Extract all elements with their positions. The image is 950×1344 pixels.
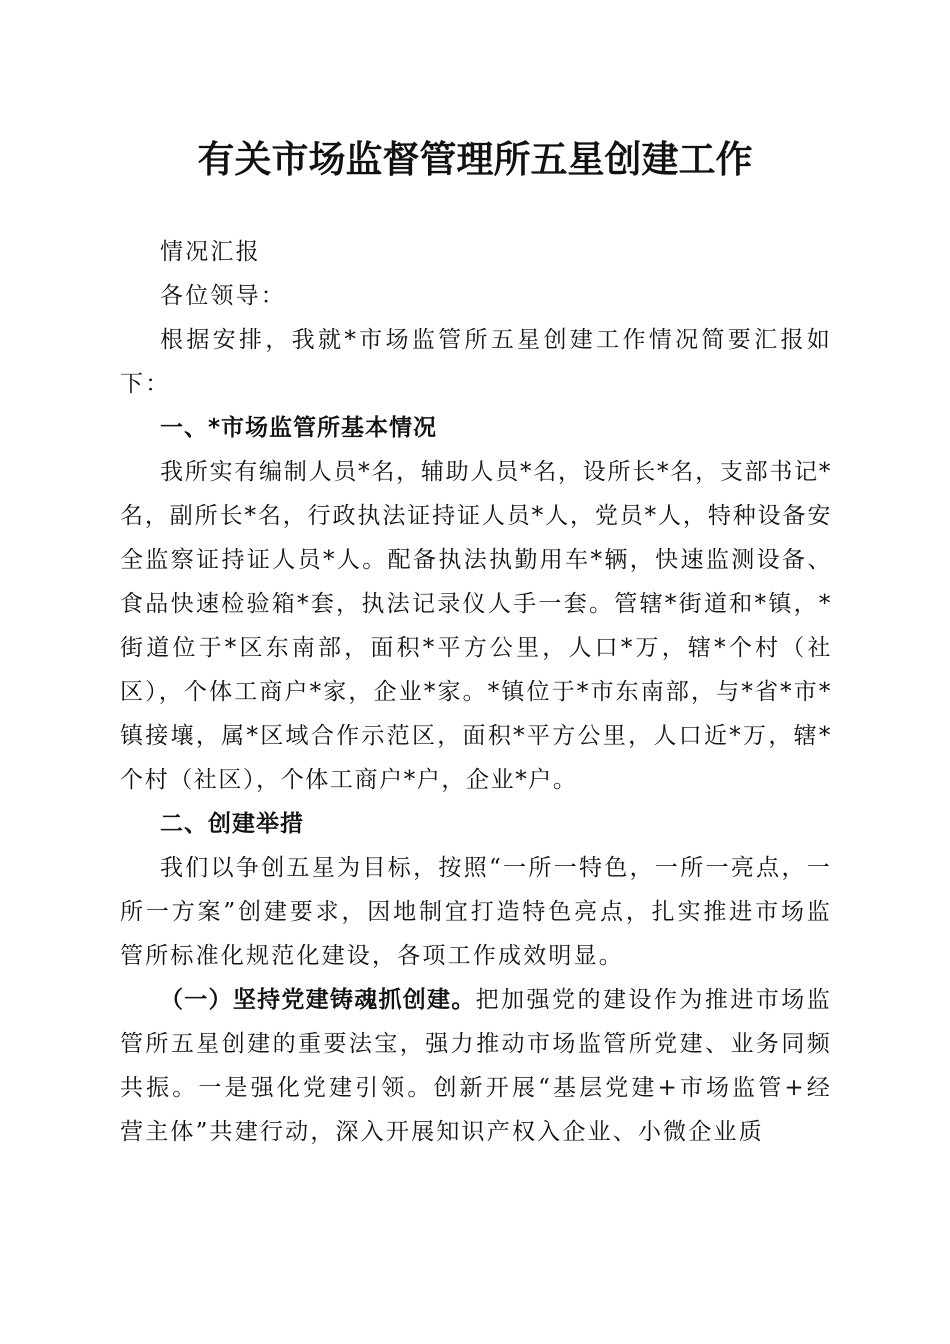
subtitle-line: 情况汇报	[160, 239, 261, 265]
section1-heading: 一、*市场监管所基本情况	[160, 415, 438, 441]
document-body	[120, 230, 832, 1154]
section2-paragraph: 我们以争创五星为目标，按照“一所一特色，一所一亮点，一所一方案”创建要求，因地制宜打造特色亮点，扎实推进市场监管所标准化规范化建设，各项工作成效明显。	[120, 855, 832, 969]
intro-paragraph: 根据安排，我就*市场监管所五星创建工作情况简要汇报如下：	[120, 327, 832, 397]
section2-sub1-text: 把加强党的建设作为推进市场监管所五星创建的重要法宝，强力推动市场监管所党建、业务同频共振。一是强化党建引领。创新开展“基层党建+市场监管+经营主体”共建行动，深入开展知识产权入企业、小微企业质	[120, 987, 832, 1145]
section2-heading: 二、创建举措	[160, 811, 304, 837]
section1-paragraph: 我所实有编制人员*名，辅助人员*名，设所长*名，支部书记*名，副所长*名，行政执法证持证人员*人，党员*人，特种设备安全监察证持证人员*人。配备执法执勤用车*辆，快速监测设备、食品快速检验箱*套，执法记录仪人手一套。管辖*街道和*镇，*街道位于*区东南部，面积*平方公里，人口*万，辖*个村（社区），个体工商户*家，企业*家。*镇位于*市东南部，与*省*市*镇接壤，属*区域合作示范区，面积*平方公里，人口近*万，辖*个村（社区），个体工商户*户，企业*户。	[120, 459, 832, 793]
section2-sub1-paragraph	[120, 978, 832, 1154]
document-title: 有关市场监督管理所五星创建工作	[197, 137, 753, 181]
salutation: 各位领导：	[160, 283, 286, 309]
section2-sub1-heading: （一）坚持党建铸魂抓创建。	[160, 987, 476, 1013]
